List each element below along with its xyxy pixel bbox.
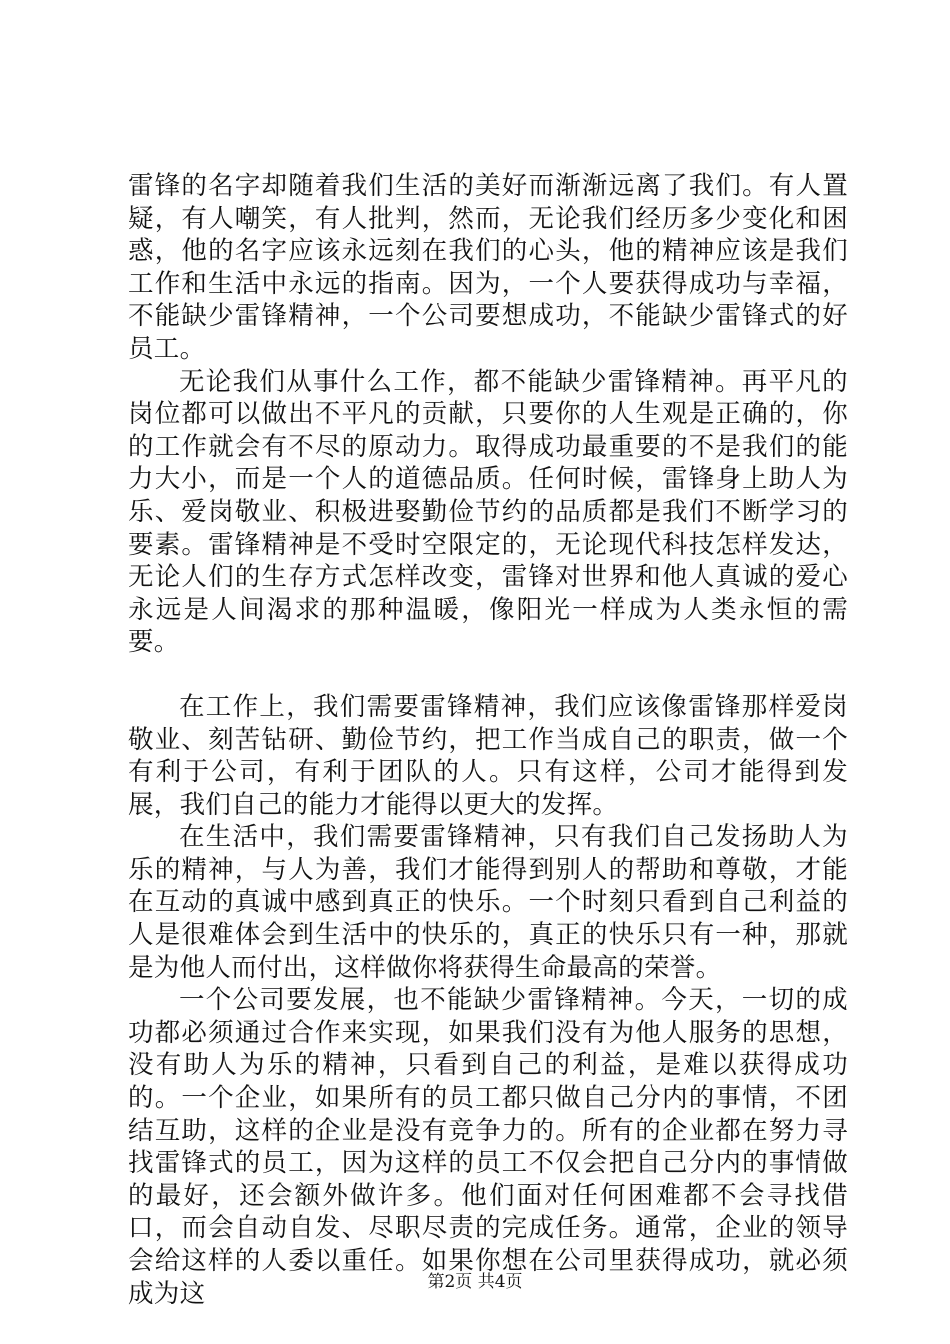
paragraph-3: 在工作上，我们需要雷锋精神，我们应该像雷锋那样爱岗敬业、刻苦钻研、勤俭节约，把工作当成自己的职责，做一个有利于公司，有利于团队的人。只有这样，公司才能得到发展，我们自己的能力才能得以更大的发挥。 bbox=[128, 691, 848, 820]
paragraph-2: 无论我们从事什么工作，都不能缺少雷锋精神。再平凡的岗位都可以做出不平凡的贡献，只要你的人生观是正确的，你的工作就会有不尽的原动力。取得成功最重要的不是我们的能力大小，而是一个人的道德品质。任何时候，雷锋身上助人为乐、爱岗敬业、积极进娶勤俭节约的品质都是我们不断学习的要素。雷锋精神是不受时空限定的，无论现代科技怎样发达，无论人们的生存方式怎样改变，雷锋对世界和他人真诚的爱心永远是人间渴求的那种温暖，像阳光一样成为人类永恒的需要。 bbox=[128, 366, 848, 658]
paragraph-5: 一个公司要发展，也不能缺少雷锋精神。今天，一切的成功都必须通过合作来实现，如果我们没有为他人服务的思想，没有助人为乐的精神，只看到自己的利益，是难以获得成功的。一个企业，如果所有的员工都只做自己分内的事情，不团结互助，这样的企业是没有竞争力的。所有的企业都在努力寻找雷锋式的员工，因为这样的员工不仅会把自己分内的事情做的最好，还会额外做许多。他们面对任何困难都不会寻找借口，而会自动自发、尽职尽责的完成任务。通常，企业的领导会给这样的人委以重任。如果你想在公司里获得成功，就必须成为这 bbox=[128, 985, 848, 1309]
paragraph-4: 在生活中，我们需要雷锋精神，只有我们自己发扬助人为乐的精神，与人为善，我们才能得到别人的帮助和尊敬，才能在互动的真诚中感到真正的快乐。一个时刻只看到自己利益的人是很难体会到生活中的快乐的，真正的快乐只有一种，那就是为他人而付出，这样做你将获得生命最高的荣誉。 bbox=[128, 822, 848, 983]
page-footer bbox=[0, 1272, 950, 1292]
paragraph-1: 雷锋的名字却随着我们生活的美好而渐渐远离了我们。有人置疑，有人嘲笑，有人批判，然而，无论我们经历多少变化和困惑，他的名字应该永远刻在我们的心头，他的精神应该是我们工作和生活中永远的指南。因为，一个人要获得成功与幸福，不能缺少雷锋精神，一个公司要想成功，不能缺少雷锋式的好员工。 bbox=[128, 171, 848, 364]
page-number-label: 第2页 共4页 bbox=[427, 1272, 523, 1292]
document-body bbox=[128, 170, 848, 1310]
